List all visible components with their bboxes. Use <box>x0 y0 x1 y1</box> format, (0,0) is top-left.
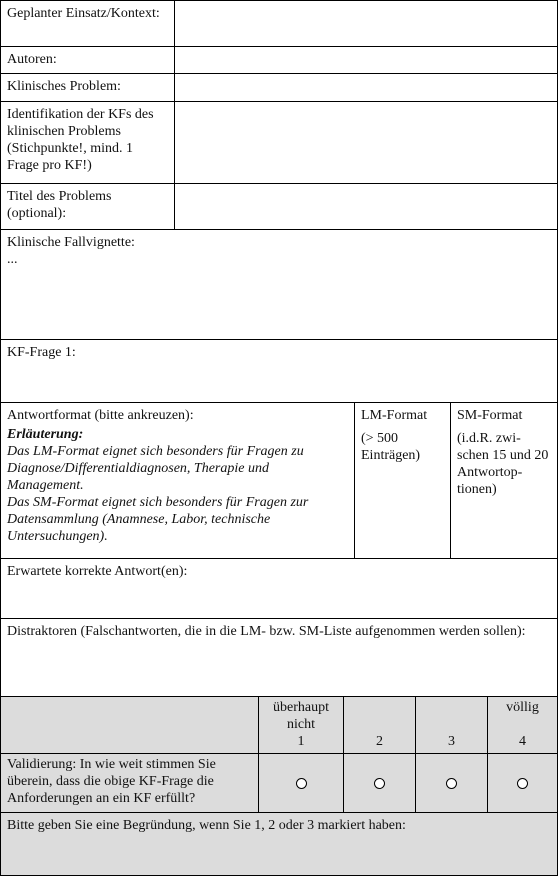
row-kf-identification <box>0 101 558 183</box>
row-label: Autoren: <box>7 52 57 67</box>
vignette-content: ... <box>7 252 18 267</box>
answer-format-label: Antwortformat (bitte ankreuzen): <box>7 408 194 423</box>
sm-explanation: Das SM-Format eignet sich besonders für Fragen zur Datensammlung (Anamnese, Labor, technische Untersuchungen). <box>7 495 309 544</box>
row-authors <box>0 46 558 73</box>
radio-circle-icon <box>517 778 528 789</box>
justification-label: Bitte geben Sie eine Begründung, wenn Sie 1, 2 oder 3 markiert haben: <box>7 818 406 833</box>
clinical-problem-value-field[interactable] <box>174 74 557 101</box>
scale-top-label: völlig <box>506 700 539 715</box>
expected-answer-label: Erwartete korrekte Antwort(en): <box>7 564 188 579</box>
sm-format-note: (i.d.R. zwi-schen 15 und 20 Antwortop-tionen) <box>457 431 549 497</box>
sm-format-option[interactable] <box>450 403 557 558</box>
answer-format-section <box>0 402 558 558</box>
radio-circle-icon <box>296 778 307 789</box>
row-label: Identifikation der KFs des klinischen Problems (Stichpunkte!, mind. 1 Frage pro KF!) <box>7 107 154 173</box>
kf-question-section[interactable] <box>0 339 558 402</box>
rating-option-2[interactable] <box>343 754 415 812</box>
distractors-label: Distraktoren (Falschantworten, die in die LM- bzw. SM-Liste aufgenommen werden sollen): <box>7 624 526 639</box>
scale-column-2 <box>343 697 415 753</box>
kf-identification-value-field[interactable] <box>174 102 557 183</box>
rating-option-1[interactable] <box>258 754 343 812</box>
radio-circle-icon <box>374 778 385 789</box>
scale-column-3 <box>415 697 487 753</box>
justification-section[interactable] <box>0 812 558 876</box>
validation-scale-header <box>0 696 558 753</box>
vignette-label: Klinische Fallvignette: <box>7 235 135 250</box>
scale-column-4 <box>487 697 557 753</box>
validation-row <box>0 753 558 812</box>
scale-column-1 <box>258 697 343 753</box>
row-label: Geplanter Einsatz/Kontext: <box>7 6 160 21</box>
scale-number: 4 <box>519 734 526 749</box>
lm-format-label: LM-Format <box>361 408 428 423</box>
lm-explanation: Das LM-Format eignet sich besonders für Fragen zu Diagnose/Differentialdiagnosen, Therapie und Management. <box>7 444 304 493</box>
explanation-title: Erläuterung: <box>7 427 84 442</box>
scale-number: 3 <box>448 734 455 749</box>
expected-answer-section[interactable] <box>0 558 558 618</box>
radio-circle-icon <box>446 778 457 789</box>
row-context <box>0 0 558 46</box>
row-clinical-problem <box>0 73 558 101</box>
row-label: Klinisches Problem: <box>7 79 121 94</box>
vignette-section[interactable] <box>0 229 558 339</box>
rating-option-4[interactable] <box>487 754 557 812</box>
validation-question: Validierung: In wie weit stimmen Sie überein, dass die obige KF-Frage die Anforderungen an ein KF erfüllt? <box>7 757 216 806</box>
sm-format-label: SM-Format <box>457 408 523 423</box>
row-label: Titel des Problems (optional): <box>7 189 112 221</box>
rating-option-3[interactable] <box>415 754 487 812</box>
authors-value-field[interactable] <box>174 47 557 73</box>
row-problem-title <box>0 183 558 229</box>
scale-number: 2 <box>376 734 383 749</box>
scale-number: 1 <box>297 734 305 749</box>
problem-title-value-field[interactable] <box>174 184 557 229</box>
context-value-field[interactable] <box>174 1 557 46</box>
kf-question-label: KF-Frage 1: <box>7 345 76 360</box>
scale-top-label: überhaupt nicht <box>273 700 329 732</box>
lm-format-note: (> 500 Einträgen) <box>361 431 421 463</box>
lm-format-option[interactable] <box>354 403 450 558</box>
distractors-section[interactable] <box>0 618 558 696</box>
